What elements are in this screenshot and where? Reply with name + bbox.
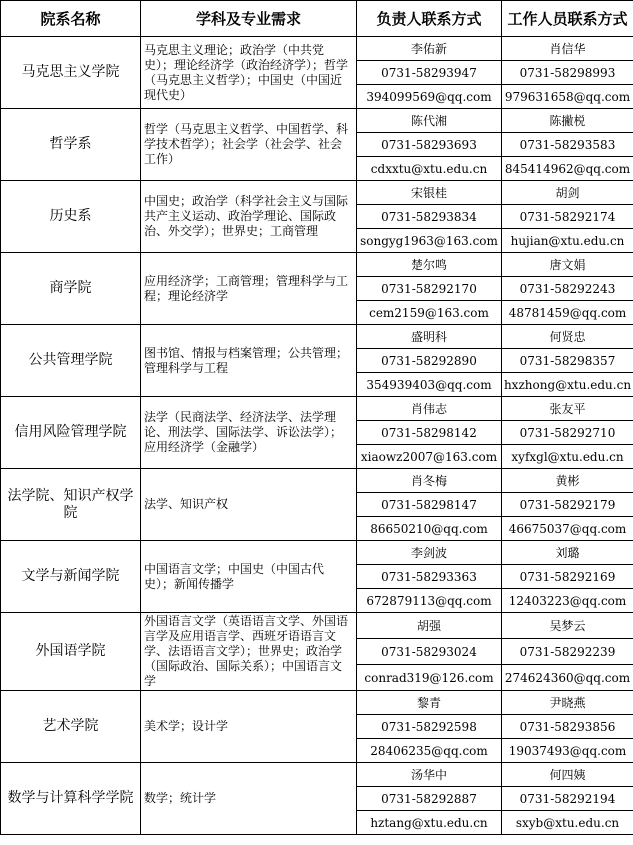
staff-name: 何贤忠 (502, 325, 633, 349)
head-name: 汤华中 (357, 763, 502, 787)
header-staff-contact: 工作人员联系方式 (502, 1, 633, 37)
head-name: 楚尔鸣 (357, 253, 502, 277)
discipline-requirements: 图书馆、情报与档案管理；公共管理；管理科学与工程 (141, 325, 357, 397)
dept-name: 哲学系 (1, 109, 141, 181)
discipline-requirements: 数学；统计学 (141, 763, 357, 835)
discipline-requirements: 应用经济学；工商管理；管理科学与工程；理论经济学 (141, 253, 357, 325)
staff-email: 274624360@qq.com (502, 665, 633, 691)
header-row (1, 1, 633, 37)
head-name: 李佑新 (357, 37, 502, 61)
head-name: 肖冬梅 (357, 469, 502, 493)
staff-email: 48781459@qq.com (502, 301, 633, 325)
dept-name: 艺术学院 (1, 691, 141, 763)
staff-name: 吴梦云 (502, 613, 633, 639)
staff-name: 尹晓燕 (502, 691, 633, 715)
staff-phone: 0731-58293856 (502, 715, 633, 739)
staff-phone: 0731-58292174 (502, 205, 633, 229)
discipline-requirements: 美术学；设计学 (141, 691, 357, 763)
head-email: songyg1963@163.com (357, 229, 502, 253)
dept-name: 外国语学院 (1, 613, 141, 691)
head-email: 28406235@qq.com (357, 739, 502, 763)
staff-name: 唐文娟 (502, 253, 633, 277)
head-email: cdxxtu@xtu.edu.cn (357, 157, 502, 181)
staff-email: hujian@xtu.edu.cn (502, 229, 633, 253)
staff-phone: 0731-58298357 (502, 349, 633, 373)
dept-name: 法学院、知识产权学院 (1, 469, 141, 541)
staff-email: sxyb@xtu.edu.cn (502, 811, 633, 835)
staff-phone: 0731-58292243 (502, 277, 633, 301)
head-phone: 0731-58293024 (357, 639, 502, 665)
staff-email: hxzhong@xtu.edu.cn (502, 373, 633, 397)
table-row (1, 613, 633, 639)
head-name: 李剑波 (357, 541, 502, 565)
head-phone: 0731-58293834 (357, 205, 502, 229)
discipline-requirements: 外国语言文学（英语语言文学、外国语言学及应用语言学、西班牙语语言文学、法语语言文学）；世界史；政治学（国际政治、国际关系）；中国语言文学 (141, 613, 357, 691)
header-head-contact: 负责人联系方式 (357, 1, 502, 37)
staff-email: xyfxgl@xtu.edu.cn (502, 445, 633, 469)
staff-phone: 0731-58292169 (502, 565, 633, 589)
head-phone: 0731-58292887 (357, 787, 502, 811)
staff-email: 845414962@qq.com (502, 157, 633, 181)
head-name: 宋银桂 (357, 181, 502, 205)
dept-name: 信用风险管理学院 (1, 397, 141, 469)
staff-name: 何四姨 (502, 763, 633, 787)
head-name: 盛明科 (357, 325, 502, 349)
discipline-requirements: 哲学（马克思主义哲学、中国哲学、科学技术哲学）；社会学（社会学、社会工作） (141, 109, 357, 181)
head-email: conrad319@126.com (357, 665, 502, 691)
table-row (1, 109, 633, 133)
dept-name: 文学与新闻学院 (1, 541, 141, 613)
head-phone: 0731-58293363 (357, 565, 502, 589)
staff-name: 胡剑 (502, 181, 633, 205)
dept-name: 马克思主义学院 (1, 37, 141, 109)
discipline-requirements: 法学（民商法学、经济法学、法学理论、刑法学、国际法学、诉讼法学）；应用经济学（金融学） (141, 397, 357, 469)
table-row (1, 181, 633, 205)
table-row (1, 253, 633, 277)
head-email: hztang@xtu.edu.cn (357, 811, 502, 835)
head-email: 86650210@qq.com (357, 517, 502, 541)
head-email: 394099569@qq.com (357, 85, 502, 109)
staff-name: 黄彬 (502, 469, 633, 493)
discipline-requirements: 法学、知识产权 (141, 469, 357, 541)
staff-email: 12403223@qq.com (502, 589, 633, 613)
table-row (1, 691, 633, 715)
discipline-requirements: 中国史；政治学（科学社会主义与国际共产主义运动、政治学理论、国际政治、外交学）；世界史；工商管理 (141, 181, 357, 253)
head-email: 672879113@qq.com (357, 589, 502, 613)
staff-name: 张友平 (502, 397, 633, 421)
discipline-requirements: 中国语言文学；中国史（中国古代史）；新闻传播学 (141, 541, 357, 613)
head-name: 胡强 (357, 613, 502, 639)
header-disciplines: 学科及专业需求 (141, 1, 357, 37)
head-email: xiaowz2007@163.com (357, 445, 502, 469)
staff-name: 肖信华 (502, 37, 633, 61)
staff-email: 19037493@qq.com (502, 739, 633, 763)
discipline-requirements: 马克思主义理论；政治学（中共党史）；理论经济学（政治经济学）；哲学（马克思主义哲学）；中国史（中国近现代史） (141, 37, 357, 109)
staff-phone: 0731-58292710 (502, 421, 633, 445)
head-email: cem2159@163.com (357, 301, 502, 325)
staff-phone: 0731-58293583 (502, 133, 633, 157)
table-row (1, 37, 633, 61)
head-phone: 0731-58293693 (357, 133, 502, 157)
table-row (1, 541, 633, 565)
staff-phone: 0731-58292194 (502, 787, 633, 811)
head-name: 黎青 (357, 691, 502, 715)
head-phone: 0731-58292890 (357, 349, 502, 373)
dept-name: 历史系 (1, 181, 141, 253)
staff-phone: 0731-58292179 (502, 493, 633, 517)
table-row (1, 469, 633, 493)
staff-email: 46675037@qq.com (502, 517, 633, 541)
table-body (1, 37, 633, 835)
dept-name: 数学与计算科学学院 (1, 763, 141, 835)
header-dept: 院系名称 (1, 1, 141, 37)
head-phone: 0731-58292170 (357, 277, 502, 301)
staff-email: 979631658@qq.com (502, 85, 633, 109)
head-phone: 0731-58292598 (357, 715, 502, 739)
dept-name: 商学院 (1, 253, 141, 325)
dept-name: 公共管理学院 (1, 325, 141, 397)
staff-name: 刘璐 (502, 541, 633, 565)
staff-name: 陈撇棁 (502, 109, 633, 133)
table-row (1, 763, 633, 787)
head-phone: 0731-58293947 (357, 61, 502, 85)
table-row (1, 397, 633, 421)
head-email: 354939403@qq.com (357, 373, 502, 397)
table-row (1, 325, 633, 349)
head-name: 陈代湘 (357, 109, 502, 133)
staff-phone: 0731-58292239 (502, 639, 633, 665)
head-phone: 0731-58298142 (357, 421, 502, 445)
head-name: 肖伟志 (357, 397, 502, 421)
head-phone: 0731-58298147 (357, 493, 502, 517)
staff-phone: 0731-58298993 (502, 61, 633, 85)
